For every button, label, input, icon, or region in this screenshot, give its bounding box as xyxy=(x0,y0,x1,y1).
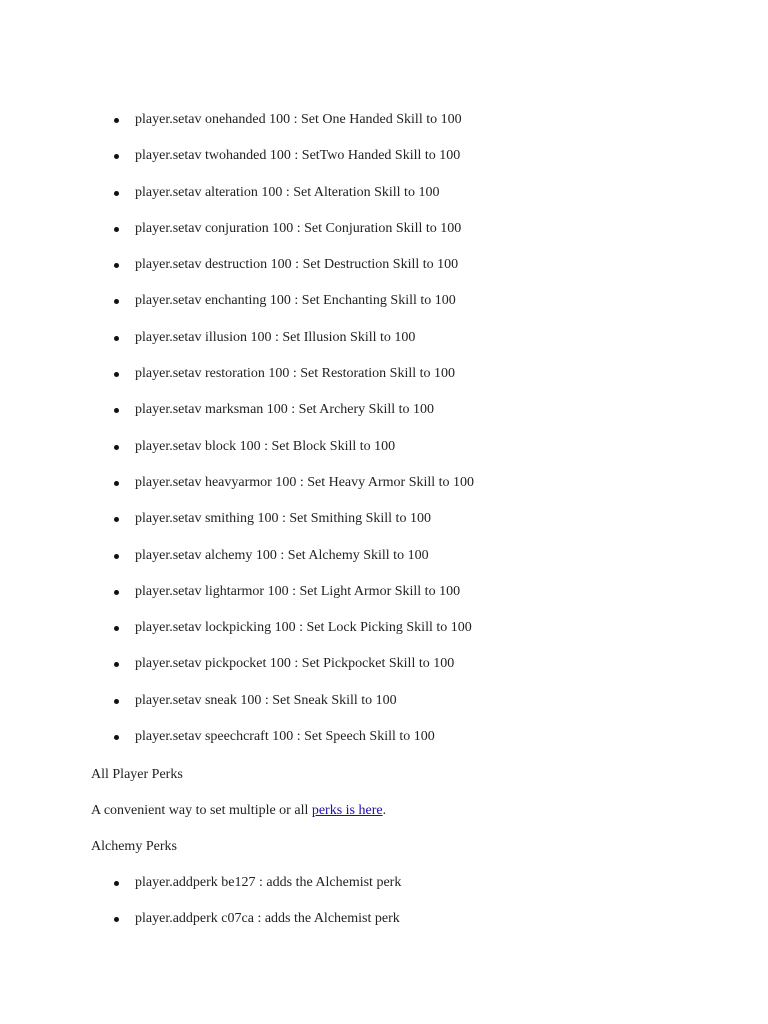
list-item: player.setav enchanting 100 : Set Enchanting Skill to 100 xyxy=(112,292,732,328)
list-item: player.setav alchemy 100 : Set Alchemy Skill to 100 xyxy=(112,547,732,583)
list-item: player.setav block 100 : Set Block Skill to 100 xyxy=(112,438,732,474)
list-item: player.addperk be127 : adds the Alchemist perk xyxy=(112,874,732,910)
list-item: player.setav onehanded 100 : Set One Handed Skill to 100 xyxy=(112,111,732,147)
alchemy-perks-heading: Alchemy Perks xyxy=(91,839,177,854)
list-item: player.setav conjuration 100 : Set Conjuration Skill to 100 xyxy=(112,220,732,256)
convenient-paragraph xyxy=(91,802,386,820)
list-item: player.setav lockpicking 100 : Set Lock Picking Skill to 100 xyxy=(112,619,732,655)
perks-link[interactable]: perks is here xyxy=(311,803,383,818)
list-item: player.setav alteration 100 : Set Alteration Skill to 100 xyxy=(112,184,732,220)
list-item: player.setav sneak 100 : Set Sneak Skill to 100 xyxy=(112,692,732,728)
list-item: player.addperk c07ca : adds the Alchemist perk xyxy=(112,910,732,946)
list-item: player.setav speechcraft 100 : Set Speech Skill to 100 xyxy=(112,728,732,764)
all-player-perks-heading: All Player Perks xyxy=(91,767,183,782)
list-item: player.setav smithing 100 : Set Smithing Skill to 100 xyxy=(112,510,732,546)
list-item: player.setav destruction 100 : Set Destruction Skill to 100 xyxy=(112,256,732,292)
alchemy-perks-list xyxy=(112,874,732,947)
convenient-text: A convenient way to set multiple or all xyxy=(91,803,312,818)
list-item: player.setav heavyarmor 100 : Set Heavy Armor Skill to 100 xyxy=(112,474,732,510)
list-item: player.setav illusion 100 : Set Illusion Skill to 100 xyxy=(112,329,732,365)
list-item: player.setav pickpocket 100 : Set Pickpocket Skill to 100 xyxy=(112,655,732,691)
list-item: player.setav restoration 100 : Set Restoration Skill to 100 xyxy=(112,365,732,401)
skill-commands-list xyxy=(112,111,732,764)
convenient-trailing: . xyxy=(382,803,387,818)
list-item: player.setav twohanded 100 : SetTwo Handed Skill to 100 xyxy=(112,147,732,183)
list-item: player.setav marksman 100 : Set Archery Skill to 100 xyxy=(112,401,732,437)
list-item: player.setav lightarmor 100 : Set Light Armor Skill to 100 xyxy=(112,583,732,619)
